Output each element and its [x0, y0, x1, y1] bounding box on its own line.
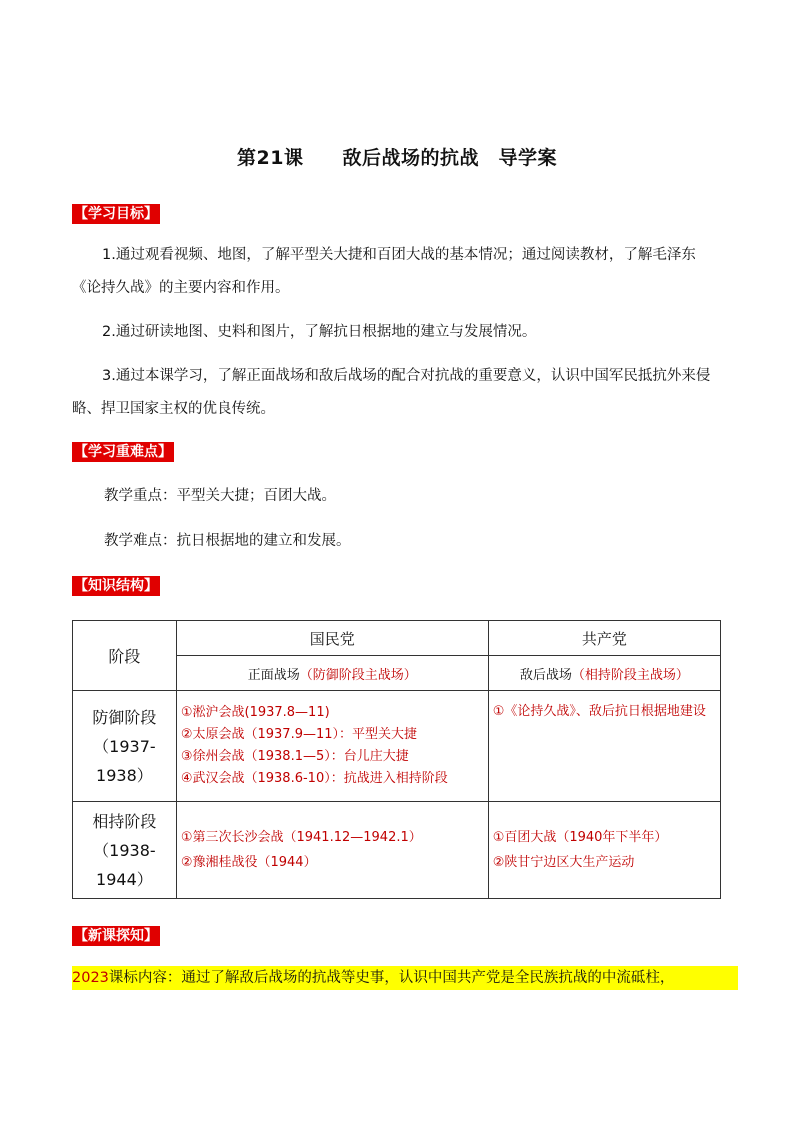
goal-item-1: 1.通过观看视频、地图，了解平型关大捷和百团大战的基本情况；通过阅读教材，了解毛泽东《论持久战》的主要内容和作用。 — [72, 247, 696, 296]
standard-text: 课标内容：通过了解敌后战场的抗战等史事，认识中国共产党是全民族抗战的中流砥柱， — [108, 970, 675, 986]
list-item: ②陕甘宁边区大生产运动 — [492, 855, 635, 870]
cpc-subheader — [488, 656, 720, 691]
stage-years: （1937- — [93, 736, 156, 756]
list-item: ④武汉会战（1938.6-10）：抗战进入相持阶段 — [180, 771, 448, 786]
stage-cell-defense — [73, 691, 177, 802]
page-title: 第21课 敌后战场的抗战 导学案 — [237, 147, 557, 169]
cpc-cell-stalemate — [488, 802, 720, 899]
kmt-cell-stalemate — [176, 802, 488, 899]
stage-name: 防御阶段 — [92, 707, 157, 727]
list-item: ①第三次长沙会战（1941.12—1942.1） — [180, 830, 422, 845]
stage-years: 1938） — [96, 765, 153, 785]
goal-item-3: 3.通过本课学习，了解正面战场和敌后战场的配合对抗战的重要意义，认识中国军民抵抗外来侵略、捍卫国家主权的优良传统。 — [72, 368, 711, 417]
stage-cell-stalemate — [73, 802, 177, 899]
curriculum-standard — [72, 966, 738, 990]
list-item: ①淞沪会战(1937.8—11) — [180, 705, 330, 720]
standard-year: 2023 — [72, 970, 109, 986]
teaching-difficulty: 教学难点：抗日根据地的建立和发展。 — [104, 533, 351, 549]
section-tag-goals: 【学习目标】 — [74, 206, 158, 222]
section-tag-structure: 【知识结构】 — [74, 578, 158, 594]
cpc-header: 共产党 — [488, 621, 720, 656]
kmt-sub-red: （防御阶段主战场） — [299, 667, 417, 683]
knowledge-structure-table — [72, 620, 721, 899]
section-tag-key-points: 【学习重难点】 — [74, 444, 172, 460]
goal-item-2: 2.通过研读地图、史料和图片，了解抗日根据地的建立与发展情况。 — [102, 324, 537, 340]
teaching-focus: 教学重点：平型关大捷；百团大战。 — [104, 488, 336, 504]
section-tag-new-lesson: 【新课探知】 — [74, 928, 158, 944]
stage-years: 1944） — [96, 869, 153, 889]
cpc-sub-prefix: 敌后战场 — [519, 667, 572, 683]
stage-name: 相持阶段 — [92, 811, 157, 831]
list-item: ①《论持久战》、敌后抗日根据地建设 — [492, 704, 706, 719]
list-item: ②豫湘桂战役（1944） — [180, 855, 317, 870]
stage-header: 阶段 — [73, 621, 177, 691]
kmt-sub-prefix: 正面战场 — [247, 667, 300, 683]
cpc-cell-defense — [488, 691, 720, 802]
cpc-sub-red: （相持阶段主战场） — [571, 667, 689, 683]
kmt-header: 国民党 — [176, 621, 488, 656]
list-item: ①百团大战（1940年下半年） — [492, 830, 668, 845]
stage-years: （1938- — [93, 840, 156, 860]
kmt-cell-defense — [176, 691, 488, 802]
kmt-subheader — [176, 656, 488, 691]
list-item: ②太原会战（1937.9—11）：平型关大捷 — [180, 727, 418, 742]
list-item: ③徐州会战（1938.1—5）：台儿庄大捷 — [180, 749, 409, 764]
